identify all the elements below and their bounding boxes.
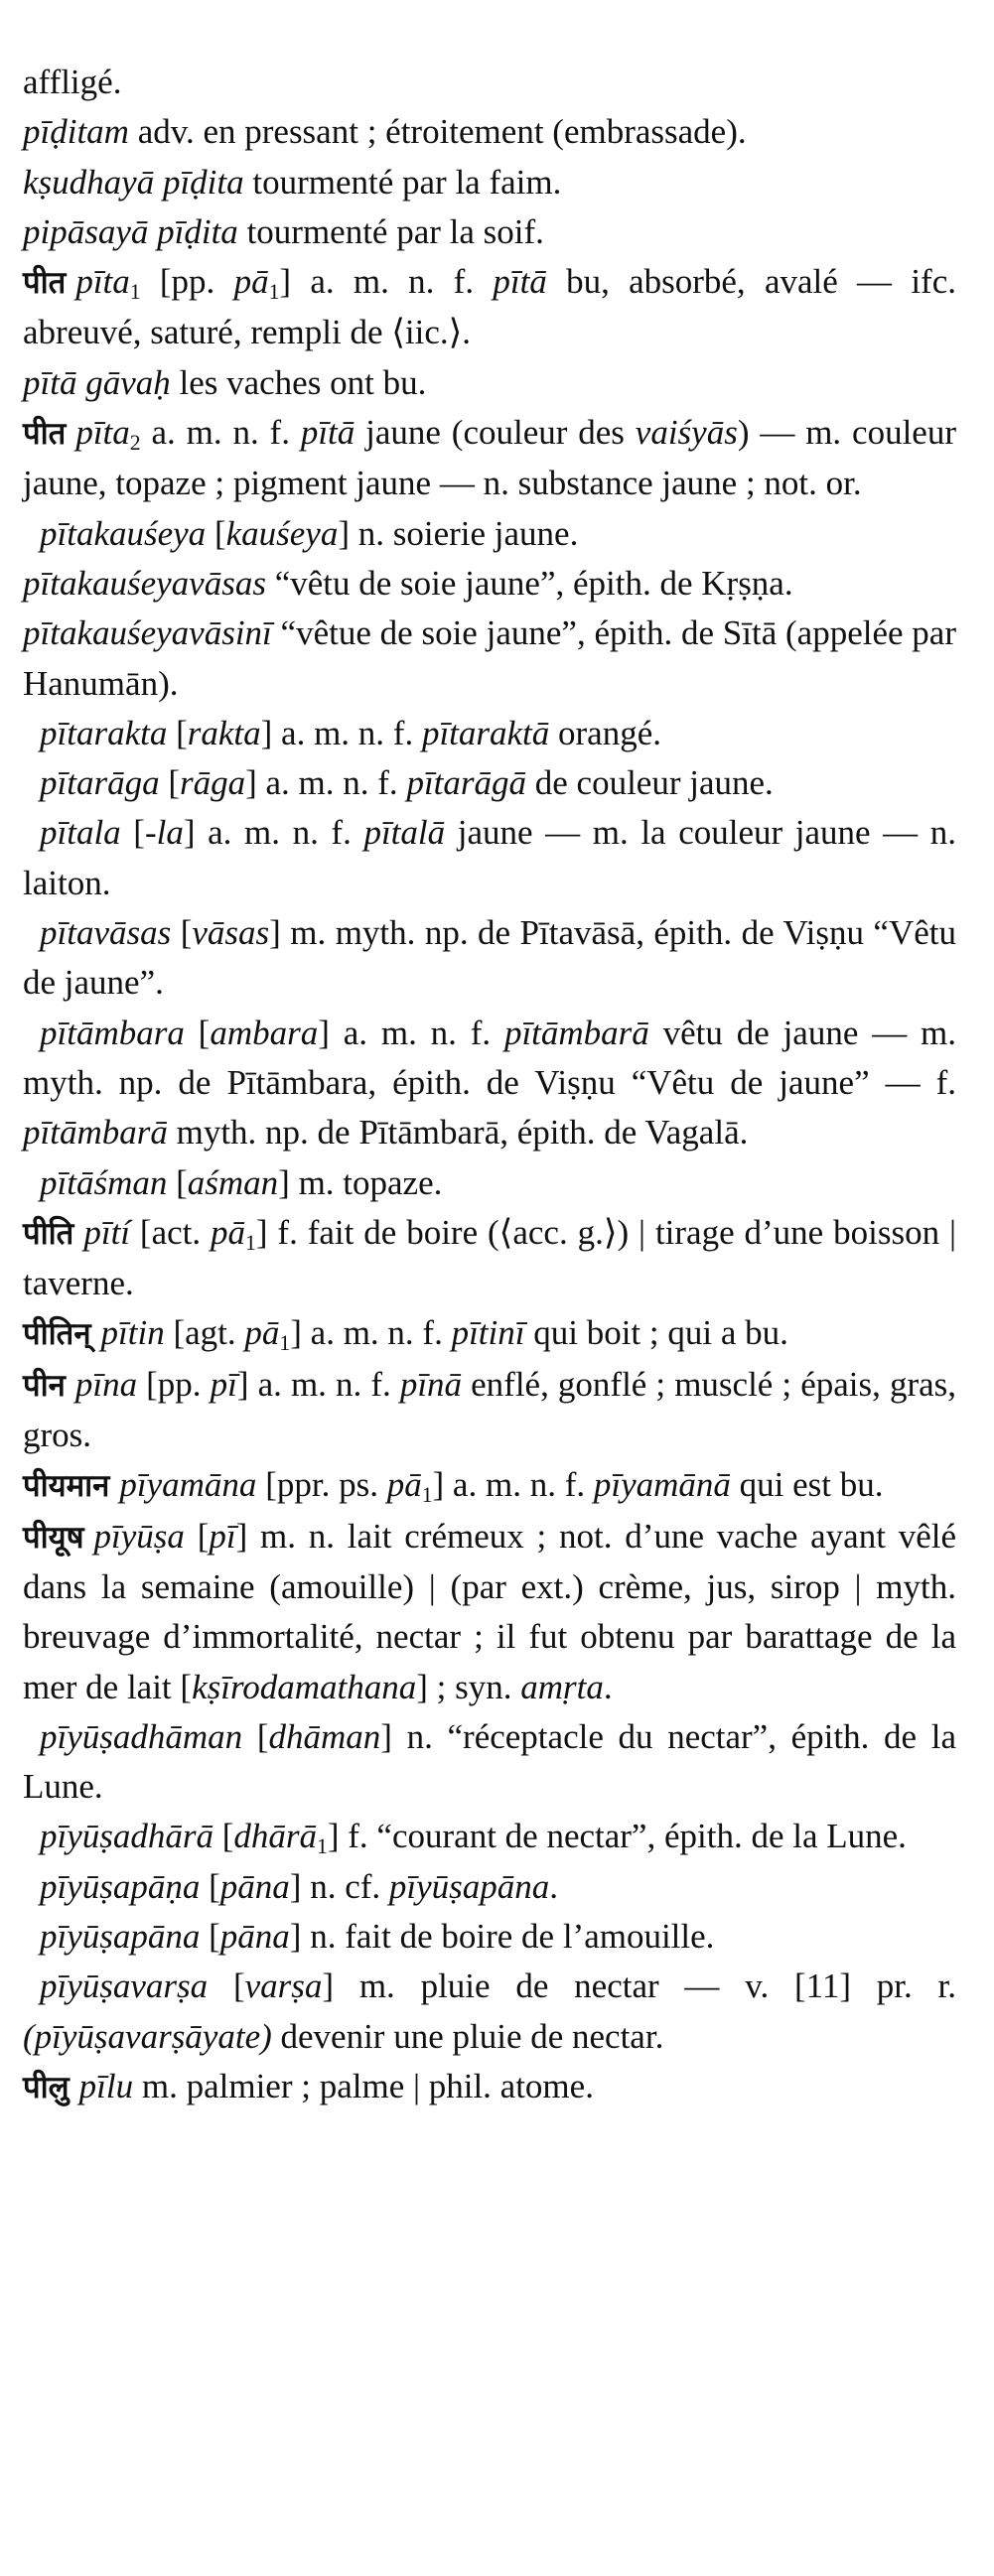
sanskrit-term: pītakauśeya [40, 513, 207, 553]
sanskrit-term: pītakauśeyavāsinī [23, 613, 272, 653]
sanskrit-term: pītaraktā [421, 713, 550, 752]
sanskrit-term: pīyūṣapāna [40, 1916, 201, 1956]
definition-text: [ [171, 913, 193, 953]
sanskrit-term: amṛta [520, 1667, 604, 1706]
definition-text: devenir une pluie de nectar. [271, 2016, 664, 2056]
headword-entry [23, 1460, 956, 1511]
definition-text: enflé, gonflé ; musclé ; épais, gras, gros. [23, 1364, 957, 1455]
sanskrit-term: vāsas [192, 913, 270, 953]
sanskrit-term: pīlu [78, 2066, 134, 2105]
sanskrit-term: pītā [493, 262, 547, 302]
sanskrit-term: rāga [179, 763, 246, 803]
sanskrit-term: pā [211, 1212, 246, 1252]
compound-entry [23, 758, 956, 808]
definition-text: [ [184, 1013, 211, 1052]
definition-text: ] m. myth. np. de Pītavāsā, épith. de Viṣṇu “Vêtu de jaune”. [23, 913, 956, 1003]
definition-text: ] a. m. n. f. [245, 763, 407, 803]
definition-text: ] n. fait de boire de l’amouille. [289, 1916, 715, 1956]
definition-text: m. palmier ; palme | phil. atome. [133, 2066, 594, 2105]
definition-text: [ [206, 513, 226, 553]
definition-text: ] a. m. n. f. [260, 713, 422, 752]
sanskrit-term: pāna [219, 1916, 290, 1956]
definition-text: [ [159, 763, 180, 803]
devanagari-headword: पीयमान [23, 1468, 110, 1505]
compound-entry [23, 1158, 956, 1208]
definition-text: ] a. m. n. f. [432, 1465, 594, 1505]
sanskrit-term: pītí [83, 1212, 131, 1252]
homonym-index: 1 [268, 280, 280, 305]
definition-text: jaune (couleur des [355, 413, 636, 453]
compound-entry [23, 1009, 956, 1158]
definition-text: de couleur jaune. [526, 763, 774, 803]
sanskrit-term: pītalā [363, 813, 446, 853]
definition-text: les vaches ont bu. [170, 362, 427, 402]
sanskrit-term: pītā [300, 413, 355, 453]
definition-text: [ [213, 1817, 234, 1856]
definition-text: “vêtue de soie jaune”, épith. de Sītā (appelée par Hanumān). [23, 613, 956, 703]
definition-text: ) — m. couleur jaune, topaze ; pigment jaune — n. substance jaune ; not. or. [23, 413, 956, 503]
sanskrit-term: vaiśyās [635, 413, 738, 453]
devanagari-headword: पीति [23, 1215, 74, 1252]
headword-entry [23, 2062, 956, 2112]
definition-text: . [603, 1667, 613, 1706]
definition-text: myth. np. de Pītāmbarā, épith. de Vagalā. [167, 1113, 749, 1152]
devanagari-headword: पीत [23, 265, 67, 302]
sanskrit-term: pīḍitam [23, 112, 129, 152]
definition-text: orangé. [549, 713, 662, 752]
sanskrit-term: dhārā [233, 1817, 318, 1856]
sanskrit-term: pī [209, 1516, 236, 1556]
headword-entry [23, 408, 956, 509]
definition-text: ] m. n. lait crémeux ; not. d’une vache ayant vêlé dans la semaine (amouille) | (par ext.) crème, jus, sirop | myth. breuvage d’immortalité, nectar ; il fut obtenu par barattage de la mer de lait [ [23, 1516, 956, 1706]
definition-text: [ [167, 713, 188, 752]
definition-text: [ [208, 1966, 245, 2006]
homonym-index: 2 [129, 431, 141, 456]
homonym-index: 1 [129, 280, 141, 305]
definition-text: [ [184, 1516, 210, 1556]
sanskrit-term: pīnā [399, 1364, 463, 1404]
definition-text: [agt. [164, 1313, 245, 1353]
sanskrit-term: ambara [210, 1013, 319, 1052]
definition-text: ] m. topaze. [278, 1162, 443, 1202]
compound-entry [23, 1812, 956, 1861]
sanskrit-term: aśman [187, 1162, 279, 1202]
compound-entry [23, 1912, 956, 1962]
definition-text: [pp. [137, 1364, 211, 1404]
sanskrit-term: pīyūṣavarṣa [40, 1966, 209, 2006]
sanskrit-term: pīna [74, 1364, 138, 1404]
sanskrit-term: pīyūṣadhāman [40, 1716, 243, 1756]
sanskrit-term: pīyūṣadhārā [40, 1817, 213, 1856]
definition-text: [ [242, 1716, 269, 1756]
sanskrit-term: pītāmbarā [503, 1013, 649, 1052]
sanskrit-term: pipāsayā pīḍita [23, 211, 238, 251]
definition-text: . [549, 1866, 559, 1906]
sanskrit-term: la [156, 813, 184, 853]
homonym-index: 1 [317, 1834, 328, 1859]
dictionary-line [23, 358, 956, 408]
compound-entry [23, 808, 956, 908]
compound-entry [23, 509, 956, 559]
homonym-index: 1 [421, 1483, 433, 1508]
sanskrit-term: pīyamānā [593, 1465, 731, 1505]
sanskrit-term: pītā gāvaḥ [23, 362, 171, 402]
homonym-index: 1 [279, 1331, 291, 1356]
headword-entry [23, 1512, 956, 1712]
definition-text: [- [120, 813, 157, 853]
dictionary-line [23, 609, 956, 709]
definition-text: [ [167, 1162, 188, 1202]
sanskrit-term: pīyūṣa [93, 1516, 185, 1556]
definition-text: [pp. [140, 262, 234, 302]
sanskrit-term: pītarāga [40, 763, 160, 803]
sanskrit-term: pī [210, 1364, 237, 1404]
sanskrit-term: pāna [219, 1866, 290, 1906]
definition-text: jaune — m. la couleur jaune — n. laiton. [23, 813, 956, 902]
definition-text: ] ; syn. [416, 1667, 521, 1706]
definition-text: a. m. n. f. [140, 413, 301, 453]
definition-text: qui est bu. [730, 1465, 884, 1505]
compound-entry [23, 709, 956, 758]
definition-text: ] a. m. n. f. [183, 813, 364, 853]
sanskrit-term: pītinī [451, 1313, 525, 1353]
devanagari-headword: पीलु [23, 2069, 70, 2105]
definition-text: adv. en pressant ; étroitement (embrassade). [128, 112, 747, 152]
sanskrit-term: rakta [187, 713, 261, 752]
definition-text: vêtu de jaune — m. myth. np. de Pītāmbara, épith. de Viṣṇu “Vêtu de jaune” — f. [23, 1013, 957, 1102]
definition-text: qui boit ; qui a bu. [524, 1313, 788, 1353]
definition-text: ] f. fait de boire (⟨acc. g.⟩) | tirage d’une boisson | taverne. [23, 1212, 956, 1303]
compound-entry [23, 1962, 956, 2062]
sanskrit-term: pā [244, 1313, 280, 1353]
headword-entry [23, 257, 956, 358]
definition-text: ] a. m. n. f. [279, 262, 494, 302]
devanagari-headword: पीत [23, 416, 67, 453]
headword-entry [23, 1308, 956, 1359]
definition-text: ] f. “courant de nectar”, épith. de la Lune. [327, 1817, 907, 1856]
definition-text: tourmenté par la faim. [243, 162, 562, 202]
sanskrit-term: pītāmbara [40, 1013, 185, 1052]
sanskrit-term: pīta [75, 262, 130, 302]
sanskrit-term: pīyamāna [119, 1465, 257, 1505]
sanskrit-term: pītin [100, 1313, 165, 1353]
sanskrit-term: pā [233, 262, 269, 302]
headword-entry [23, 1360, 956, 1461]
definition-text: ] a. m. n. f. [318, 1013, 504, 1052]
sanskrit-term: pītāmbarā [23, 1113, 168, 1152]
dictionary-line [23, 107, 956, 157]
dictionary-line [23, 559, 956, 609]
sanskrit-term: varṣa [244, 1966, 323, 2006]
definition-text: “vêtu de soie jaune”, épith. de Kṛṣṇa. [265, 563, 793, 603]
definition-text: ] n. soierie jaune. [338, 513, 579, 553]
sanskrit-term: pīyūṣapāṇa [40, 1866, 201, 1906]
dictionary-line [23, 58, 956, 107]
definition-text: [act. [130, 1212, 212, 1252]
sanskrit-term: pīyūṣapāna [388, 1866, 550, 1906]
sanskrit-term: pītarāgā [406, 763, 527, 803]
devanagari-headword: पीयूष [23, 1519, 84, 1556]
sanskrit-term: pā [386, 1465, 422, 1505]
definition-text: ] n. “réceptacle du nectar”, épith. de la Lune. [23, 1716, 957, 1807]
devanagari-headword: पीतिन् [23, 1316, 91, 1353]
definition-text: ] a. m. n. f. [290, 1313, 452, 1353]
sanskrit-term: kauśeya [225, 513, 339, 553]
definition-text: ] m. pluie de nectar — v. [11] pr. r. [322, 1966, 957, 2006]
sanskrit-term: kṣīrodamathana [192, 1667, 417, 1706]
definition-text: [ppr. ps. [256, 1465, 387, 1505]
sanskrit-term: pītāśman [40, 1162, 168, 1202]
sanskrit-term: pītala [40, 813, 121, 853]
sanskrit-term: pītarakta [40, 713, 168, 752]
dictionary-page [23, 58, 956, 2112]
sanskrit-term: pītavāsas [40, 913, 172, 953]
dictionary-line [23, 158, 956, 207]
sanskrit-term: pītakauśeyavāsas [23, 563, 266, 603]
devanagari-headword: पीन [23, 1367, 66, 1404]
sanskrit-term: dhāman [268, 1716, 381, 1756]
compound-entry [23, 1712, 956, 1813]
sanskrit-term: kṣudhayā pīḍita [23, 162, 244, 202]
definition-text: bu, absorbé, avalé — ifc. abreuvé, saturé, rempli de ⟨iic.⟩. [23, 262, 956, 352]
compound-entry [23, 1862, 956, 1912]
definition-text: [ [200, 1866, 220, 1906]
definition-text: ] n. cf. [289, 1866, 389, 1906]
definition-text: affligé. [23, 63, 122, 101]
dictionary-line [23, 207, 956, 257]
headword-entry [23, 1208, 956, 1309]
definition-text: [ [200, 1916, 220, 1956]
compound-entry [23, 908, 956, 1009]
definition-text: ] a. m. n. f. [236, 1364, 400, 1404]
sanskrit-term: (pīyūṣavarṣāyate) [23, 2016, 272, 2056]
homonym-index: 1 [245, 1230, 256, 1255]
sanskrit-term: pīta [75, 413, 130, 453]
definition-text: tourmenté par la soif. [237, 211, 544, 251]
